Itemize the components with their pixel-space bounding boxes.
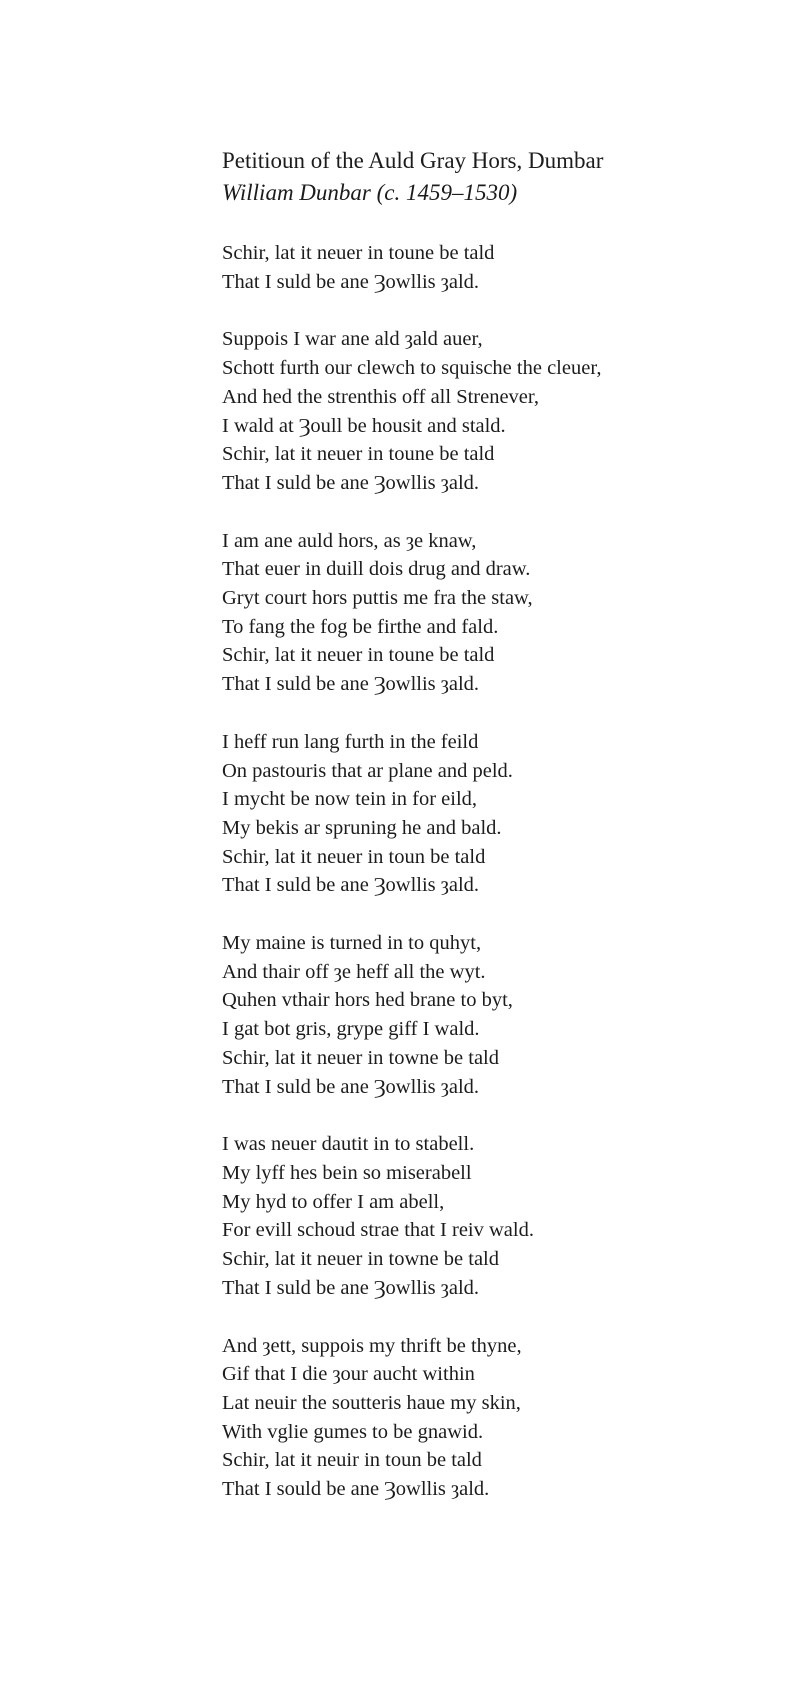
poem-line: I heff run lang furth in the feild [222, 730, 479, 753]
poem-line: Gif that I die ȝour aucht within [222, 1363, 475, 1386]
poem-line: My bekis ar spruning he and bald. [222, 816, 502, 839]
poem-author: William Dunbar (c. 1459–1530) [222, 180, 518, 205]
poem-line: I mycht be now tein in for eild, [222, 788, 478, 811]
poem-line: And thair off ȝe heff all the wyt. [222, 960, 486, 983]
poem-title: Petitioun of the Auld Gray Hors, Dumbar [222, 148, 604, 173]
poem-line: That I suld be ane Ȝowllis ȝald. [222, 270, 480, 293]
poem-line: Schir, lat it neuer in towne be tald [222, 1046, 499, 1069]
poem-line: Schir, lat it neuer in toun be tald [222, 845, 486, 868]
poem-line: My lyff hes bein so miserabell [222, 1161, 472, 1184]
poem-line: I am ane auld hors, as ȝe knaw, [222, 529, 477, 552]
poem-line: That I suld be ane Ȝowllis ȝald. [222, 874, 480, 897]
poem-line: Suppois I war ane ald ȝald auer, [222, 328, 483, 351]
poem-line: That I suld be ane Ȝowllis ȝald. [222, 1276, 480, 1299]
poem-line: Lat neuir the soutteris haue my skin, [222, 1391, 521, 1414]
poem-line: Schir, lat it neuer in toune be tald [222, 242, 495, 264]
poem-line: Gryt court hors puttis me fra the staw, [222, 587, 533, 610]
poem-line: With vglie gumes to be gnawid. [222, 1420, 484, 1443]
poem-line: I wald at Ȝoull be housit and stald. [222, 414, 506, 437]
poem-line: That euer in duill dois drug and draw. [222, 558, 531, 581]
stanza-4 [222, 728, 782, 900]
poem-line: Schir, lat it neuer in toune be tald [222, 443, 495, 466]
poem-line: My hyd to offer I am abell, [222, 1190, 445, 1213]
poem-line: Schir, lat it neuer in towne be tald [222, 1248, 499, 1271]
poem-line: And ȝett, suppois my thrift be thyne, [222, 1334, 522, 1357]
poem-line: I was neuer dautit in to stabell. [222, 1133, 475, 1156]
poem-line: My maine is turned in to quhyt, [222, 932, 482, 955]
poem-line: Quhen vthair hors hed brane to byt, [222, 989, 513, 1012]
poem-line: That I suld be ane Ȝowllis ȝald. [222, 471, 480, 494]
poem-line: Schott furth our clewch to squische the cleuer, [222, 357, 602, 380]
poem-line: That I sould be ane Ȝowllis ȝald. [222, 1478, 490, 1501]
stanza-7 [222, 1332, 782, 1504]
poem-line: To fang the fog be firthe and fald. [222, 615, 499, 638]
poem-line: Schir, lat it neuir in toun be tald [222, 1449, 482, 1472]
poem-line: On pastouris that ar plane and peld. [222, 759, 513, 782]
poem-line: Schir, lat it neuer in toune be tald [222, 644, 495, 667]
stanza-5 [222, 929, 782, 1101]
poem-line: I gat bot gris, grype giff I wald. [222, 1018, 480, 1041]
poem-line: That I suld be ane Ȝowllis ȝald. [222, 673, 480, 696]
poem-line: That I suld be ane Ȝowllis ȝald. [222, 1075, 480, 1098]
stanza-1 [222, 239, 782, 296]
stanza-6 [222, 1130, 782, 1302]
poem-line: For evill schoud strae that I reiv wald. [222, 1219, 534, 1242]
poem-line: And hed the strenthis off all Strenever, [222, 385, 540, 408]
stanza-3 [222, 527, 782, 699]
poem-page [222, 145, 782, 1533]
stanza-2 [222, 325, 782, 497]
